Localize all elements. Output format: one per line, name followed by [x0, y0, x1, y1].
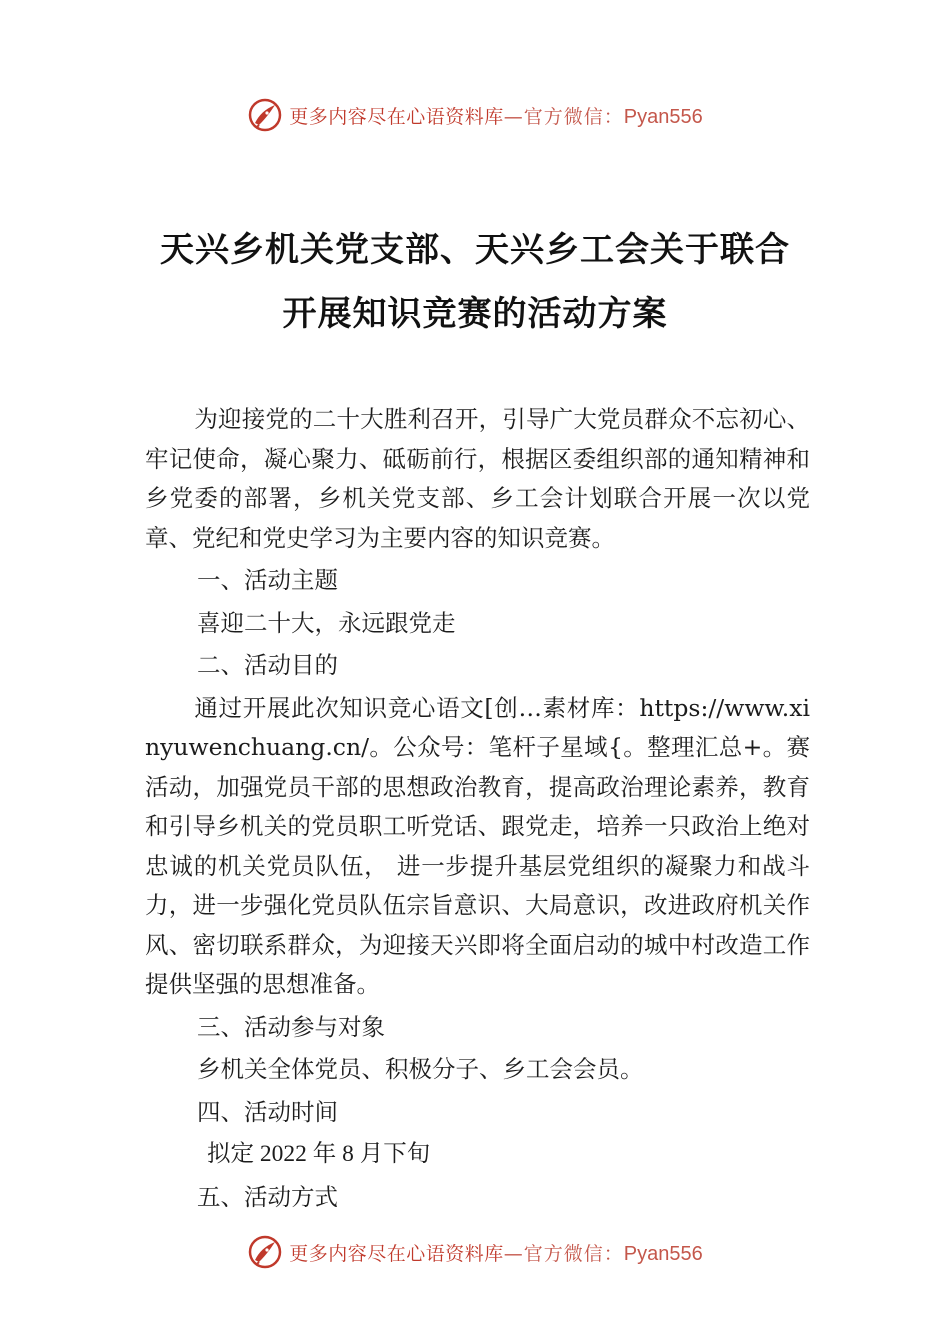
footer-watermark — [0, 1232, 950, 1272]
section-text-participants: 乡机关全体党员、积极分子、乡工会会员。 — [197, 1055, 644, 1083]
promo-wechat-id: Pyan556 — [623, 105, 703, 128]
section-text-time: 拟定 2022 年 8 月下旬 — [207, 1141, 431, 1167]
fountain-pen-logo-icon — [247, 1234, 283, 1270]
fountain-pen-logo-icon — [247, 97, 283, 133]
section-heading-time: 四、活动时间 — [197, 1097, 338, 1126]
promo-main-text: 更多内容尽在心语资料库 — [289, 105, 504, 128]
promo-main-text: 更多内容尽在心语资料库 — [289, 1242, 504, 1265]
promo-wechat-label: —官方微信： — [503, 105, 624, 128]
section-heading-method: 五、活动方式 — [197, 1182, 338, 1211]
promo-text — [289, 102, 703, 129]
promo-wechat-id: Pyan556 — [623, 1242, 703, 1265]
promo-wechat-label: —官方微信： — [503, 1242, 624, 1265]
section-text-theme: 喜迎二十大，永远跟党走 — [197, 608, 456, 637]
intro-paragraph: 为迎接党的二十大胜利召开，引导广大党员群众不忘初心、牢记使命，凝心聚力、砥砺前行，根据区委组织部的通知精神和乡党委的部署，乡机关党支部、乡工会计划联合开展一次以党章、党纪和党史学习为主要内容的知识竞赛。 — [145, 405, 810, 552]
document-title-line-2: 开展知识竞赛的活动方案 — [282, 294, 668, 334]
section-text-purpose: 通过开展此次知识竞心语文[创…素材库：https://www.xinyuwenchuang.cn/。公众号：笔杆子星域{。整理汇总+。赛活动，加强党员干部的思想政治教育，提高政治理论素养，教育和引导乡机关的党员职工听党话、跟党走，培养一只政治上绝对忠诚的机关党员队伍， 进一步提升基层党组织的凝聚力和战斗力，进一步强化党员队伍宗旨意识、大局意识，改进政府机关作风、密切联系群众，为迎接天兴即将全面启动的城中村改造工作提供坚强的思想准备。 — [145, 693, 810, 998]
section-heading-theme: 一、活动主题 — [197, 566, 338, 594]
document-body — [145, 400, 810, 1217]
promo-text — [289, 1239, 703, 1266]
section-heading-purpose: 二、活动目的 — [197, 651, 338, 679]
document-title-line-1: 天兴乡机关党支部、天兴乡工会关于联合 — [160, 230, 790, 270]
header-watermark — [0, 95, 950, 135]
document-title — [0, 218, 950, 346]
section-heading-participants: 三、活动参与对象 — [197, 1012, 385, 1041]
